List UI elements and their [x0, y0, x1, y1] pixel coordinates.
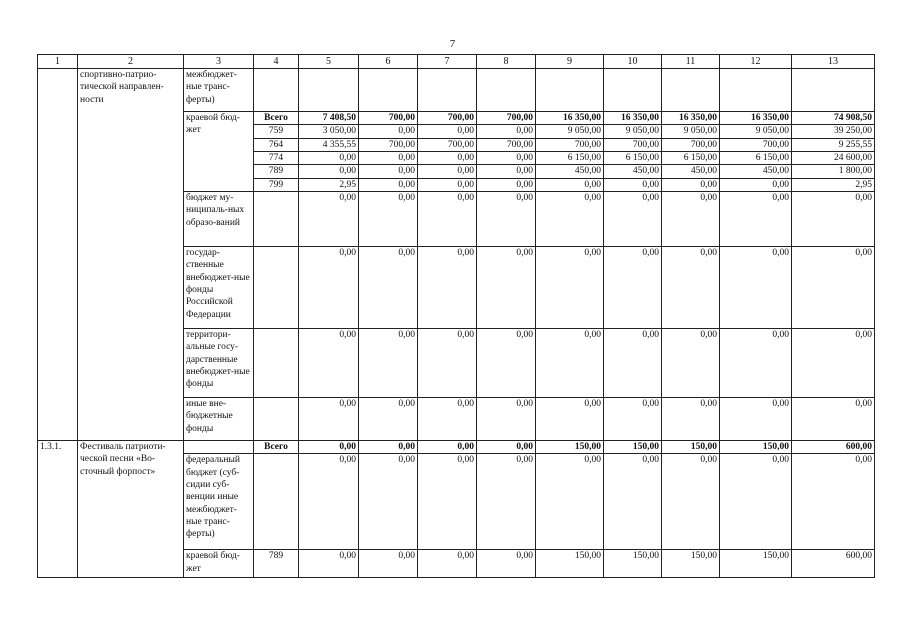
- value-cell: 0,00: [792, 329, 875, 398]
- value-cell: 150,00: [720, 550, 792, 578]
- value-cell: 0,00: [359, 441, 418, 454]
- row-number-cell: 1.3.1.: [38, 441, 78, 578]
- budget-code: Всего: [254, 441, 299, 454]
- budget-code: 764: [254, 138, 299, 151]
- funding-source: федеральный бюджет (суб-сидии суб-венции иные межбюджет-ные транс-ферты): [184, 454, 254, 550]
- value-cell: 0,00: [536, 178, 604, 191]
- value-cell: 0,00: [477, 152, 536, 165]
- funding-source: межбюджет-ные транс-ферты): [184, 69, 254, 112]
- header-cell: 4: [254, 55, 299, 69]
- value-cell: 0,00: [359, 550, 418, 578]
- value-cell: 0,00: [720, 398, 792, 441]
- value-cell: 0,00: [359, 152, 418, 165]
- value-cell: 700,00: [536, 138, 604, 151]
- value-cell: 450,00: [536, 165, 604, 178]
- value-cell: 0,00: [418, 550, 477, 578]
- value-cell: 0,00: [418, 454, 477, 550]
- value-cell: 0,00: [720, 329, 792, 398]
- value-cell: 150,00: [604, 441, 662, 454]
- value-cell: 150,00: [720, 441, 792, 454]
- value-cell: 0,00: [720, 454, 792, 550]
- value-cell: 0,00: [477, 165, 536, 178]
- value-cell: 0,00: [792, 192, 875, 247]
- value-cell: 0,00: [299, 192, 359, 247]
- value-cell: 150,00: [536, 550, 604, 578]
- funding-source: краевой бюд-жет: [184, 112, 254, 192]
- value-cell: 0,00: [720, 247, 792, 329]
- value-cell: 450,00: [604, 165, 662, 178]
- value-cell: 450,00: [662, 165, 720, 178]
- value-cell: 0,00: [299, 152, 359, 165]
- value-cell: 16 350,00: [662, 112, 720, 125]
- value-cell: 0,00: [536, 329, 604, 398]
- value-cell: 700,00: [477, 112, 536, 125]
- value-cell: 600,00: [792, 441, 875, 454]
- funding-source: бюджет му-ниципаль-ных образо-ваний: [184, 192, 254, 247]
- header-cell: 2: [78, 55, 184, 69]
- value-cell: 700,00: [720, 138, 792, 151]
- value-cell: 0,00: [477, 125, 536, 138]
- value-cell: 0,00: [477, 178, 536, 191]
- table-row: [38, 441, 875, 454]
- budget-code: 759: [254, 125, 299, 138]
- header-cell: 1: [38, 55, 78, 69]
- value-cell: 0,00: [536, 398, 604, 441]
- value-cell: 0,00: [662, 329, 720, 398]
- value-cell: 150,00: [536, 441, 604, 454]
- value-cell: 0,00: [418, 398, 477, 441]
- value-cell: 6 150,00: [604, 152, 662, 165]
- value-cell: 0,00: [418, 441, 477, 454]
- value-cell: 0,00: [359, 454, 418, 550]
- value-cell: 0,00: [792, 398, 875, 441]
- value-cell: 9 050,00: [662, 125, 720, 138]
- header-cell: 7: [418, 55, 477, 69]
- value-cell: 6 150,00: [662, 152, 720, 165]
- value-cell: 0,00: [536, 192, 604, 247]
- funding-source: государ-ственные внебюджет-ные фонды Российской Федерации: [184, 247, 254, 329]
- value-cell: 0,00: [792, 454, 875, 550]
- value-cell: 150,00: [604, 550, 662, 578]
- value-cell: 9 050,00: [536, 125, 604, 138]
- value-cell: 0,00: [359, 165, 418, 178]
- value-cell: 0,00: [662, 454, 720, 550]
- value-cell: 1 800,00: [792, 165, 875, 178]
- value-cell: 0,00: [720, 192, 792, 247]
- budget-table: [37, 54, 875, 578]
- funding-source: краевой бюд-жет: [184, 550, 254, 578]
- value-cell: 9 050,00: [604, 125, 662, 138]
- value-cell: 3 050,00: [299, 125, 359, 138]
- value-cell: 2,95: [792, 178, 875, 191]
- header-cell: 13: [792, 55, 875, 69]
- value-cell: 6 150,00: [536, 152, 604, 165]
- value-cell: 700,00: [604, 138, 662, 151]
- value-cell: 0,00: [477, 441, 536, 454]
- value-cell: 0,00: [604, 329, 662, 398]
- event-title: спортивно-патрио-тической направлен-ности: [78, 69, 184, 441]
- header-cell: 3: [184, 55, 254, 69]
- value-cell: 0,00: [418, 247, 477, 329]
- row-number-cell: [38, 69, 78, 441]
- value-cell: 0,00: [299, 441, 359, 454]
- value-cell: 0,00: [418, 125, 477, 138]
- value-cell: 0,00: [418, 178, 477, 191]
- value-cell: 6 150,00: [720, 152, 792, 165]
- event-title: Фестиваль патриоти-ческой песни «Во-сточный форпост»: [78, 441, 184, 578]
- value-cell: 0,00: [299, 329, 359, 398]
- value-cell: 0,00: [299, 398, 359, 441]
- value-cell: 0,00: [536, 247, 604, 329]
- value-cell: 700,00: [359, 138, 418, 151]
- value-cell: 700,00: [418, 112, 477, 125]
- value-cell: 24 600,00: [792, 152, 875, 165]
- value-cell: 0,00: [662, 192, 720, 247]
- value-cell: 39 250,00: [792, 125, 875, 138]
- value-cell: 0,00: [604, 247, 662, 329]
- header-cell: 6: [359, 55, 418, 69]
- value-cell: 700,00: [359, 112, 418, 125]
- value-cell: 700,00: [477, 138, 536, 151]
- value-cell: 0,00: [720, 178, 792, 191]
- value-cell: 150,00: [662, 441, 720, 454]
- value-cell: 0,00: [418, 329, 477, 398]
- value-cell: 0,00: [662, 398, 720, 441]
- header-cell: 5: [299, 55, 359, 69]
- budget-code: 789: [254, 550, 299, 578]
- value-cell: 74 908,50: [792, 112, 875, 125]
- value-cell: 0,00: [299, 247, 359, 329]
- value-cell: 0,00: [359, 178, 418, 191]
- header-cell: 9: [536, 55, 604, 69]
- value-cell: 0,00: [359, 125, 418, 138]
- value-cell: 150,00: [662, 550, 720, 578]
- value-cell: 0,00: [359, 247, 418, 329]
- value-cell: 2,95: [299, 178, 359, 191]
- value-cell: 0,00: [359, 192, 418, 247]
- value-cell: 0,00: [477, 398, 536, 441]
- value-cell: 0,00: [477, 454, 536, 550]
- budget-code: 774: [254, 152, 299, 165]
- value-cell: 0,00: [299, 165, 359, 178]
- header-cell: 10: [604, 55, 662, 69]
- value-cell: 0,00: [662, 247, 720, 329]
- value-cell: 0,00: [477, 550, 536, 578]
- value-cell: 0,00: [418, 192, 477, 247]
- value-cell: 0,00: [359, 398, 418, 441]
- value-cell: 0,00: [662, 178, 720, 191]
- value-cell: 9 255,55: [792, 138, 875, 151]
- value-cell: 0,00: [359, 329, 418, 398]
- budget-code: 799: [254, 178, 299, 191]
- header-cell: 8: [477, 55, 536, 69]
- value-cell: 7 408,50: [299, 112, 359, 125]
- budget-code: 789: [254, 165, 299, 178]
- value-cell: 600,00: [792, 550, 875, 578]
- value-cell: 0,00: [604, 178, 662, 191]
- value-cell: 0,00: [299, 550, 359, 578]
- table-row: [38, 69, 875, 112]
- value-cell: 0,00: [792, 247, 875, 329]
- value-cell: 4 355,55: [299, 138, 359, 151]
- value-cell: 0,00: [299, 454, 359, 550]
- value-cell: 16 350,00: [536, 112, 604, 125]
- value-cell: 9 050,00: [720, 125, 792, 138]
- value-cell: 700,00: [662, 138, 720, 151]
- value-cell: 0,00: [477, 192, 536, 247]
- funding-source: иные вне-бюджетные фонды: [184, 398, 254, 441]
- header-cell: 12: [720, 55, 792, 69]
- value-cell: 0,00: [604, 398, 662, 441]
- value-cell: 0,00: [604, 192, 662, 247]
- value-cell: 0,00: [477, 329, 536, 398]
- header-row: [38, 55, 875, 69]
- budget-code: Всего: [254, 112, 299, 125]
- value-cell: 0,00: [536, 454, 604, 550]
- value-cell: 16 350,00: [720, 112, 792, 125]
- value-cell: 0,00: [604, 454, 662, 550]
- funding-source: территори-альные госу-дарственные внебюджет-ные фонды: [184, 329, 254, 398]
- value-cell: 0,00: [418, 165, 477, 178]
- value-cell: 0,00: [477, 247, 536, 329]
- value-cell: 450,00: [720, 165, 792, 178]
- value-cell: 700,00: [418, 138, 477, 151]
- value-cell: 16 350,00: [604, 112, 662, 125]
- value-cell: 0,00: [418, 152, 477, 165]
- header-cell: 11: [662, 55, 720, 69]
- page-number: 7: [449, 38, 456, 50]
